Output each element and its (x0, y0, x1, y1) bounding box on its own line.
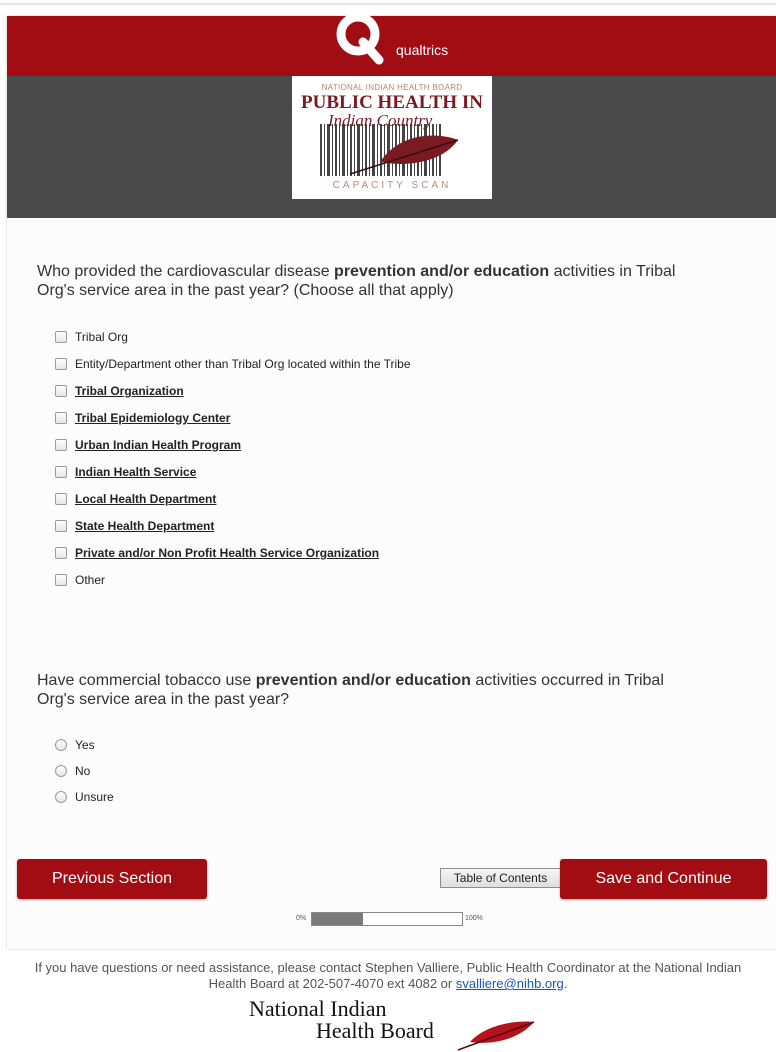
question-1-text: Who provided the cardiovascular disease prevention and/or education activities in Tribal Org's service area in the past year? (Choose all that apply) (37, 263, 676, 299)
q1-option-other[interactable]: Other (55, 572, 105, 588)
checkbox[interactable] (55, 520, 67, 532)
q1-option-private-non-profit[interactable]: Private and/or Non Profit Health Service Organization (55, 545, 379, 561)
qualtrics-header (7, 16, 776, 76)
banner-org: NATIONAL INDIAN HEALTH BOARD (321, 83, 463, 92)
q2-option-unsure[interactable]: Unsure (55, 789, 114, 805)
checkbox[interactable] (55, 466, 67, 478)
progress-bar (311, 912, 463, 926)
survey-card (7, 16, 776, 949)
q1-option-tribal-organization[interactable]: Tribal Organization (55, 383, 184, 399)
q1-option-tribal-org[interactable]: Tribal Org (55, 329, 128, 345)
q1-option-tribal-epidemiology-center[interactable]: Tribal Epidemiology Center (55, 410, 230, 426)
checkbox[interactable] (55, 547, 67, 559)
progress-end-label: 100% (465, 915, 483, 922)
question-2-emphasis: prevention and/or education (255, 672, 471, 689)
progress-fill (312, 913, 363, 925)
q2-option-no[interactable]: No (55, 763, 90, 779)
table-of-contents-button[interactable]: Table of Contents (440, 868, 561, 888)
contact-email-link[interactable]: svalliere@nihb.org (455, 976, 564, 991)
top-border (0, 3, 776, 5)
checkbox[interactable] (55, 574, 67, 586)
checkbox[interactable] (55, 412, 67, 424)
feather-icon (456, 1018, 538, 1052)
checkbox[interactable] (55, 439, 67, 451)
checkbox[interactable] (55, 331, 67, 343)
nihb-logo-line1: National Indian (249, 996, 387, 1021)
question-2-text: Have commercial tobacco use prevention and/or education activities occurred in Tribal Org's service area in the past year? (37, 672, 664, 708)
radio-button[interactable] (55, 739, 67, 751)
radio-button[interactable] (55, 791, 67, 803)
q2-option-yes[interactable]: Yes (55, 737, 95, 753)
checkbox[interactable] (55, 358, 67, 370)
banner-band (7, 76, 776, 218)
banner-subtitle: CAPACITY SCAN (332, 180, 452, 191)
save-and-continue-button[interactable]: Save and Continue (560, 859, 767, 899)
checkbox[interactable] (55, 385, 67, 397)
survey-banner-logo (292, 76, 492, 199)
question-1-emphasis: prevention and/or education (334, 263, 550, 280)
help-footer: If you have questions or need assistance, please contact Stephen Valliere, Public Health Coordinator at the National Indian Health Board at 202-507-4070 ext 4082 or svalliere@nihb.org. (34, 960, 742, 991)
radio-button[interactable] (55, 765, 67, 777)
q1-option-local-health-department[interactable]: Local Health Department (55, 491, 216, 507)
banner-script: Indian Country (328, 111, 433, 130)
q1-option-urban-indian-health-program[interactable]: Urban Indian Health Program (55, 437, 241, 453)
q1-option-indian-health-service[interactable]: Indian Health Service (55, 464, 196, 480)
q1-option-entity-department[interactable]: Entity/Department other than Tribal Org located within the Tribe (55, 356, 411, 372)
progress-start-label: 0% (296, 915, 307, 922)
nihb-logo-line2: Health Board (316, 1018, 434, 1043)
q1-option-state-health-department[interactable]: State Health Department (55, 518, 214, 534)
banner-title: PUBLIC HEALTH IN (301, 92, 483, 113)
checkbox[interactable] (55, 493, 67, 505)
qualtrics-wordmark: qualtrics (396, 42, 449, 58)
previous-section-button[interactable]: Previous Section (17, 859, 207, 899)
